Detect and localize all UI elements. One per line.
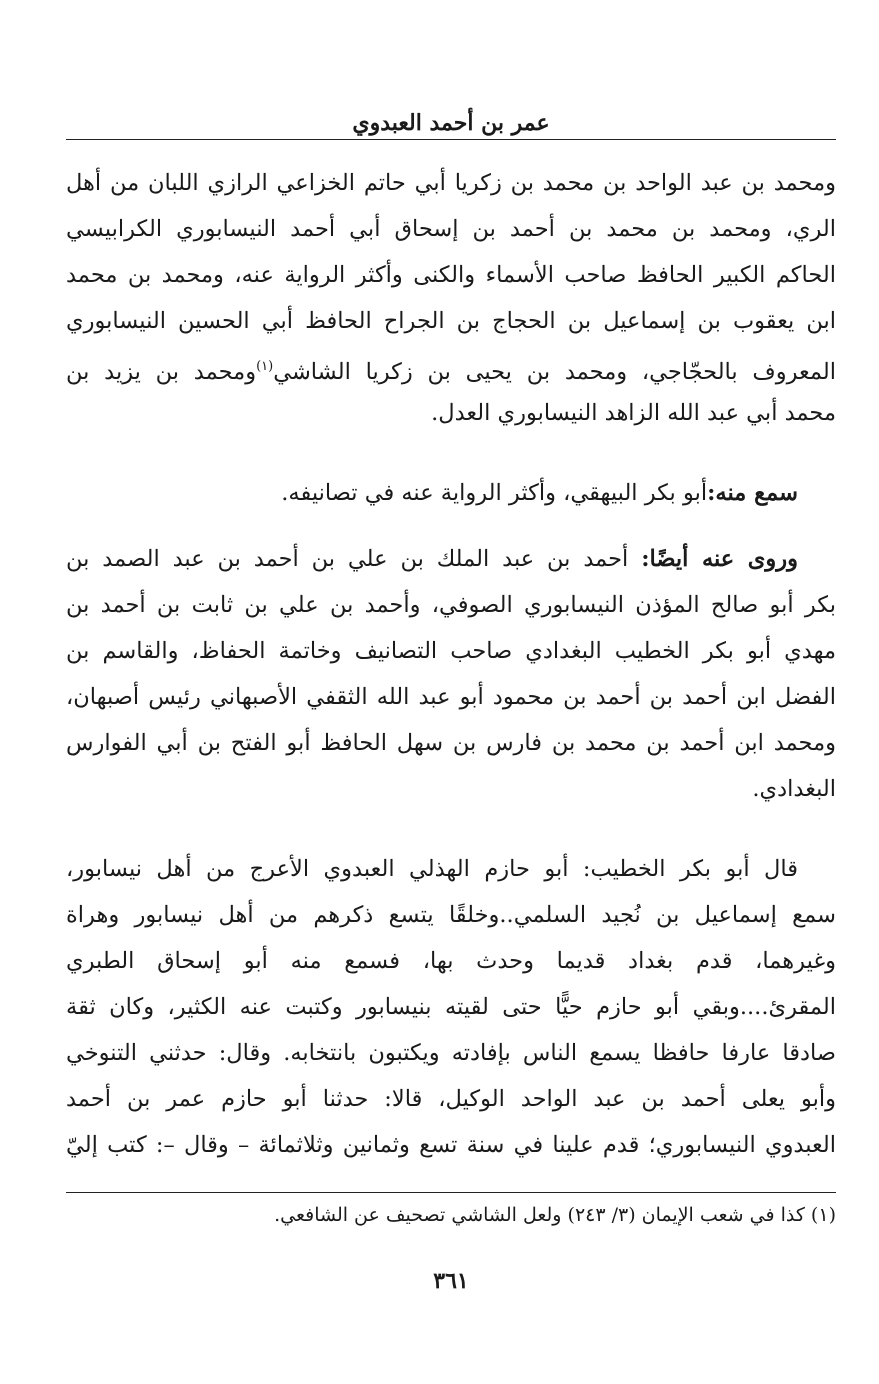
- text-line: ومحمد بن عبد الواحد بن محمد بن زكريا أبي حاتم الخزاعي الرازي اللبان من أهل: [66, 170, 836, 196]
- text-segment: أحمد بن عبد الملك بن علي بن أحمد بن عبد الصمد بن: [66, 546, 642, 572]
- section-lead: سمع منه:: [707, 480, 798, 506]
- text-line: ومحمد ابن أحمد بن محمد بن فارس بن سهل الحافظ أبو الفتح بن أبي الفوارس: [66, 730, 836, 756]
- text-line: بكر أبو صالح المؤذن النيسابوري الصوفي، وأحمد بن علي بن ثابت بن أحمد بن: [66, 592, 836, 618]
- footnote: (١) كذا في شعب الإيمان (٣/ ٢٤٣) ولعل الشاشي تصحيف عن الشافعي.: [274, 1204, 836, 1226]
- text-line: صادقا عارفا حافظا يسمع الناس بإفادته ويكتبون بانتخابه. وقال: حدثني التنوخي: [66, 1040, 836, 1066]
- section-lead: وروى عنه أيضًا:: [641, 546, 798, 572]
- text-line: مهدي أبو بكر الخطيب البغدادي صاحب التصانيف وخاتمة الحفاظ، والقاسم بن: [66, 638, 836, 664]
- text-line: وأبو يعلى أحمد بن عبد الواحد الوكيل، قالا: حدثنا أبو حازم عمر بن أحمد: [66, 1086, 836, 1112]
- text-segment: المعروف بالحجّاجي، ومحمد بن يحيى بن زكريا الشاشي: [273, 359, 836, 385]
- text-line: الفضل ابن أحمد بن أحمد بن محمود أبو عبد الله الثقفي الأصبهاني رئيس أصبهان،: [66, 684, 836, 710]
- paragraph-narrated-from: [66, 536, 836, 812]
- page-number: ٣٦١: [433, 1268, 469, 1294]
- text-line: العبدوي النيسابوري؛ قدم علينا في سنة تسع وثمانين وثلاثمائة – وقال –: كتب إليّ: [66, 1132, 836, 1158]
- text-line: [66, 536, 836, 582]
- text-line: سمع إسماعيل بن نُجيد السلمي..وخلقًا يتسع ذكرهم من أهل نيسابور وهراة: [66, 902, 836, 928]
- text-segment: ومحمد بن يزيد بن: [66, 359, 257, 385]
- text-line: الحاكم الكبير الحافظ صاحب الأسماء والكنى وأكثر الرواية عنه، ومحمد بن محمد: [66, 262, 836, 288]
- text-line: ابن يعقوب بن إسماعيل بن الحجاج بن الجراح الحافظ أبي الحسين النيسابوري: [66, 308, 836, 334]
- footnote-divider: [66, 1192, 836, 1193]
- paragraph-khatib-quote: [66, 846, 836, 1168]
- paragraph-teachers: [66, 160, 836, 436]
- text-segment: أبو بكر البيهقي، وأكثر الرواية عنه في تصانيفه.: [281, 480, 708, 506]
- paragraph-heard-from: [66, 470, 836, 516]
- header-divider: [66, 139, 836, 140]
- text-line: محمد أبي عبد الله الزاهد النيسابوري العدل.: [431, 400, 836, 426]
- text-line: قال أبو بكر الخطيب: أبو حازم الهذلي العبدوي الأعرج من أهل نيسابور،: [66, 856, 798, 882]
- text-line: الري، ومحمد بن محمد بن أحمد بن إسحاق أبي أحمد النيسابوري الكرابيسي: [66, 216, 836, 242]
- text-line: المقرئ....وبقي أبو حازم حيًّا حتى لقيته بنيسابور وكتبت عنه الكثير، وكان ثقة: [66, 994, 836, 1020]
- text-line: البغدادي.: [752, 776, 836, 802]
- text-line: [66, 470, 798, 516]
- footnote-marker: (١): [256, 359, 274, 374]
- text-line: وغيرهما، قدم بغداد قديما وحدث بها، فسمع منه أبو إسحاق الطبري: [66, 948, 836, 974]
- running-header: عمر بن أحمد العبدوي: [352, 110, 550, 136]
- text-line: [66, 344, 836, 390]
